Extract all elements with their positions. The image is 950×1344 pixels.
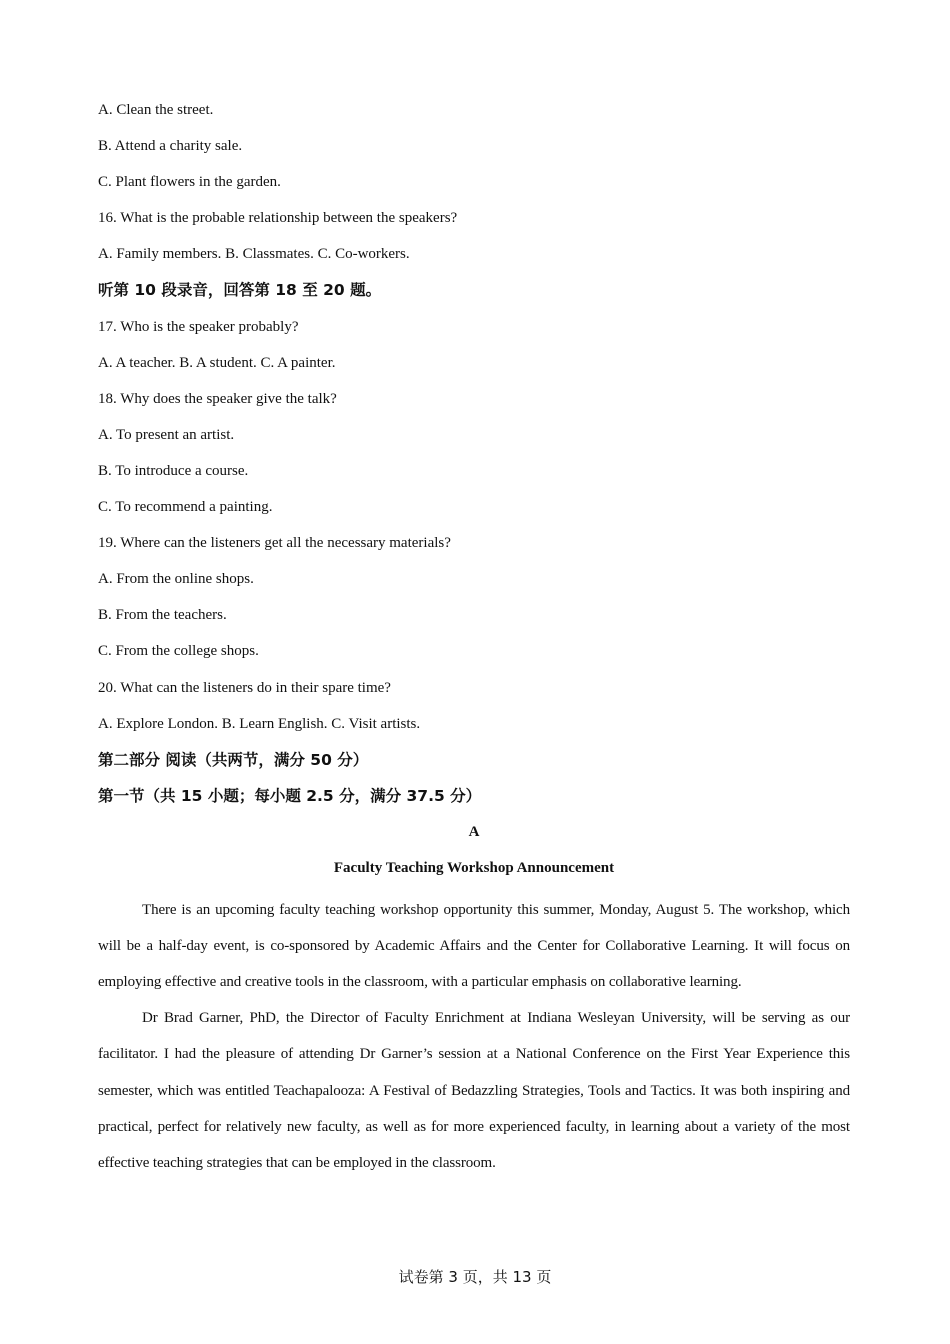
option-line: B. To introduce a course. xyxy=(98,462,249,479)
question-line: 20. What can the listeners do in their spare time? xyxy=(98,679,391,696)
option-line: A. Family members. B. Classmates. C. Co-workers. xyxy=(98,246,410,263)
passage-paragraph: Dr Brad Garner, PhD, the Director of Faculty Enrichment at Indiana Wesleyan University, will be serving as our facilitator. I had the pleasure of attending Dr Garner’s session at a National Conference on the First Year Experience this semester, which was entitled Teachapalooza: A Festival of Bedazzling Strategies, Tools and Tactics. It was both inspiring and practical, perfect for relatively new faculty, as well as for more experienced faculty, in learning about a variety of the most effective teaching strategies that can be employed in the classroom. xyxy=(98,1010,850,1171)
option-line: C. Plant flowers in the garden. xyxy=(98,174,281,191)
page-footer: 试卷第 3 页，共 13 页 xyxy=(398,1268,552,1286)
option-line: A. Clean the street. xyxy=(98,102,214,118)
question-line: 19. Where can the listeners get all the necessary materials? xyxy=(98,535,451,552)
option-line: A. Explore London. B. Learn English. C. Visit artists. xyxy=(98,715,421,732)
question-line: 17. Who is the speaker probably? xyxy=(98,318,299,335)
passage-letter: A xyxy=(468,823,480,840)
option-line: B. From the teachers. xyxy=(98,607,227,624)
question-line: 18. Why does the speaker give the talk? xyxy=(98,390,337,407)
section-instruction: 听第 10 段录音，回答第 18 至 20 题。 xyxy=(98,281,382,300)
page-content xyxy=(98,98,850,1181)
question-line: 16. What is the probable relationship between the speakers? xyxy=(98,210,458,227)
option-line: A. To present an artist. xyxy=(98,426,235,443)
option-line: C. To recommend a painting. xyxy=(98,499,273,516)
option-line: B. Attend a charity sale. xyxy=(98,138,243,155)
option-line: A. From the online shops. xyxy=(98,571,254,588)
passage-paragraph: There is an upcoming faculty teaching workshop opportunity this summer, Monday, August 5. The workshop, which will be a half-day event, is co-sponsored by Academic Affairs and the Center for Collaborative Learning. It will focus on employing effective and creative tools in the classroom, with a particular emphasis on collaborative learning. xyxy=(98,902,850,991)
option-line: C. From the college shops. xyxy=(98,643,259,660)
option-line: A. A teacher. B. A student. C. A painter. xyxy=(98,354,336,371)
passage-title: Faculty Teaching Workshop Announcement xyxy=(333,859,615,876)
part-heading: 第二部分 阅读（共两节，满分 50 分） xyxy=(98,750,369,769)
section-heading: 第一节（共 15 小题；每小题 2.5 分，满分 37.5 分） xyxy=(98,786,482,805)
